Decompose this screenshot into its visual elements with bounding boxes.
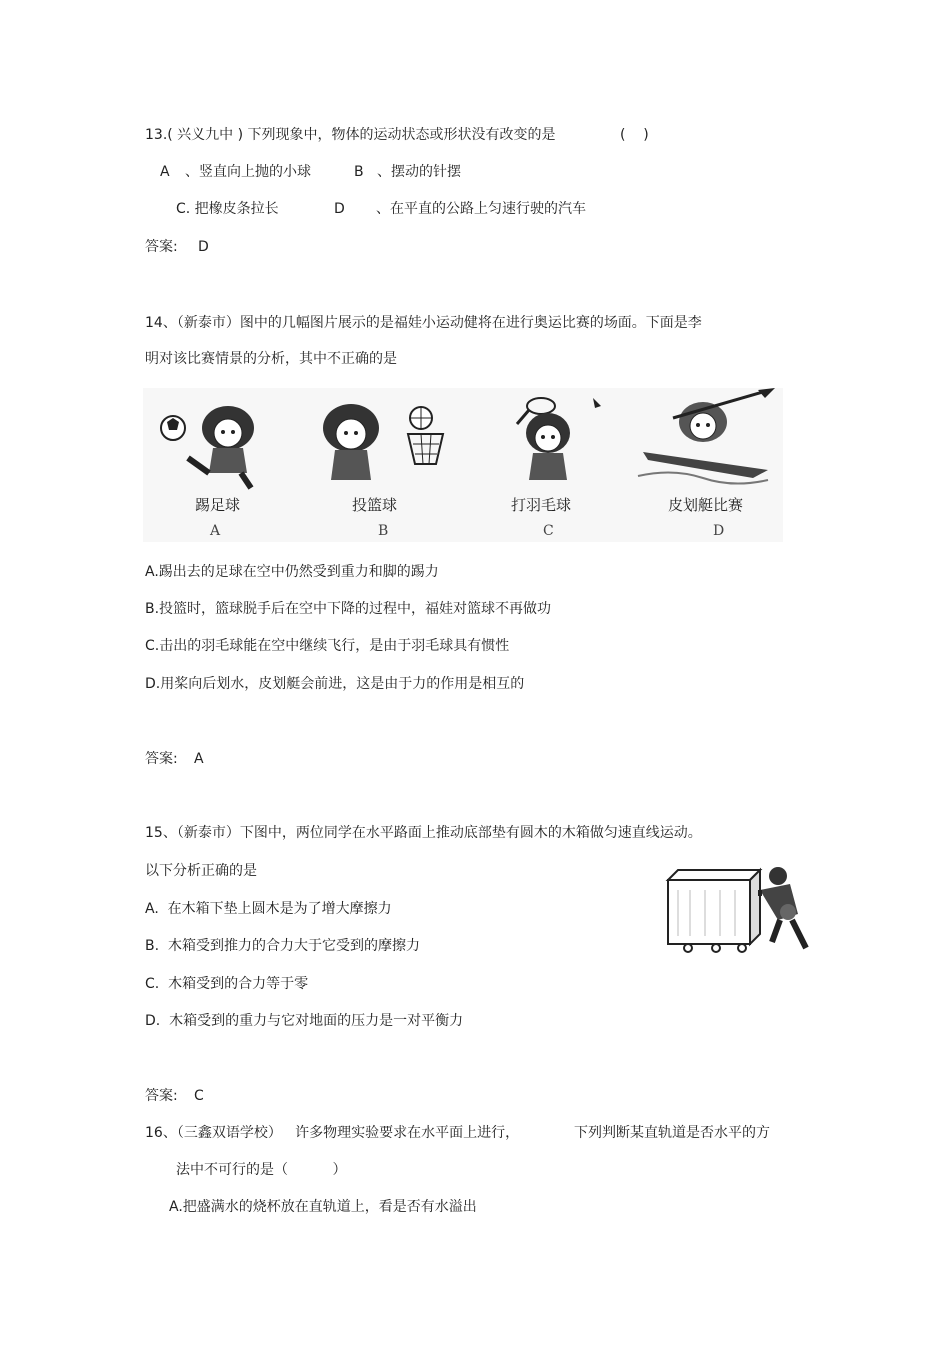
q15-stem-line1: 15、（新泰市）下图中，两位同学在水平路面上推动底部垫有圆木的木箱做匀速直线运动。 <box>145 825 702 841</box>
q14-panel-d-letter: D <box>713 523 725 539</box>
q14-panel-a-caption: 踢足球 <box>195 496 241 514</box>
q14-stem-line2: 明对该比赛情景的分析，其中不正确的是 <box>145 351 397 367</box>
q16-stem-line1-part2: 下列判断某直轨道是否水平的方 <box>574 1125 770 1141</box>
q15-option-a: A. 在木箱下垫上圆木是为了增大摩擦力 <box>145 901 392 917</box>
q15-answer: C <box>194 1088 204 1104</box>
q13-answer-label: 答案: <box>145 239 178 255</box>
q13-option-a: 、竖直向上抛的小球 <box>185 164 311 180</box>
q13-option-d-letter: D <box>334 201 345 217</box>
q14-option-a: A.踢出去的足球在空中仍然受到重力和脚的踢力 <box>145 564 439 580</box>
q14-answer-label: 答案: <box>145 751 178 767</box>
q15-pushing-box-figure <box>660 862 812 956</box>
q14-option-c: C.击出的羽毛球能在空中继续飞行，是由于羽毛球具有惯性 <box>145 638 510 654</box>
q14-olympic-figure <box>143 388 783 542</box>
q14-panel-b-letter: B <box>378 523 389 539</box>
q13-option-d: 、在平直的公路上匀速行驶的汽车 <box>376 201 586 217</box>
q14-panel-c-caption: 打羽毛球 <box>511 496 572 514</box>
q14-panel-a-letter: A <box>210 523 221 539</box>
q13-answer: D <box>198 239 209 255</box>
q13-option-b-letter: B <box>354 164 364 180</box>
q16-stem-line1-part1: 16、（三鑫双语学校） 许多物理实验要求在水平面上进行， <box>145 1125 520 1141</box>
q13-option-c: C. 把橡皮条拉长 <box>176 201 279 217</box>
q13-answer-paren: ( ) <box>620 127 649 143</box>
q13-option-a-letter: A <box>160 164 170 180</box>
q15-answer-label: 答案: <box>145 1088 178 1104</box>
q15-stem-line2: 以下分析正确的是 <box>145 863 257 879</box>
q15-option-d: D. 木箱受到的重力与它对地面的压力是一对平衡力 <box>145 1013 464 1029</box>
q16-option-a: A.把盛满水的烧杯放在直轨道上，看是否有水溢出 <box>169 1199 477 1215</box>
q14-option-b: B.投篮时，篮球脱手后在空中下降的过程中，福娃对篮球不再做功 <box>145 601 552 617</box>
q14-panel-b-caption: 投篮球 <box>352 496 398 514</box>
q15-option-b: B. 木箱受到推力的合力大于它受到的摩擦力 <box>145 938 420 954</box>
q14-option-d: D.用桨向后划水，皮划艇会前进，这是由于力的作用是相互的 <box>145 676 525 692</box>
q14-stem-line1: 14、（新泰市）图中的几幅图片展示的是福娃小运动健将在进行奥运比赛的场面。下面是李 <box>145 315 702 331</box>
q14-answer: A <box>194 751 204 767</box>
q13-option-b: 、摆动的针摆 <box>377 164 461 180</box>
q15-option-c: C. 木箱受到的合力等于零 <box>145 976 309 992</box>
q16-stem-line2: 法中不可行的是（ ） <box>176 1162 347 1178</box>
q13-stem: 13.( 兴义九中 ) 下列现象中，物体的运动状态或形状没有改变的是 <box>145 127 556 143</box>
q14-panel-d-caption: 皮划艇比赛 <box>668 496 744 514</box>
q14-panel-c-letter: C <box>543 523 554 539</box>
